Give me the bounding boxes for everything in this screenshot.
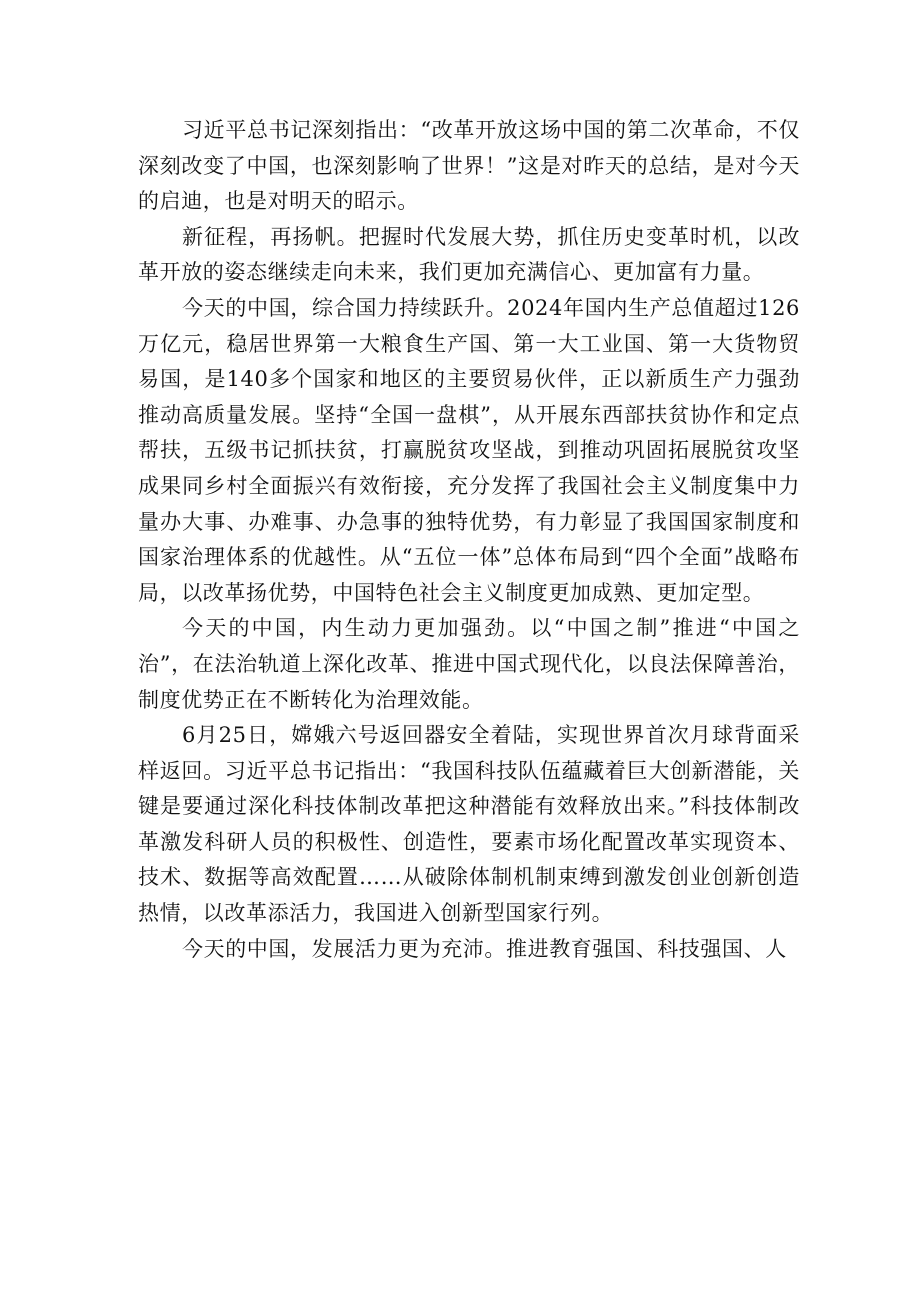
paragraph-5: 6月25日，嫦娥六号返回器安全着陆，实现世界首次月球背面采样返回。习近平总书记指出：“我国科技队伍蕴藏着巨大创新潜能，关键是要通过深化科技体制改革把这种潜能有效释放出来。”科技体制改革激发科研人员的积极性、创造性，要素市场化配置改革实现资本、技术、数据等高效配置……从破除体制机制束缚到激发创业创新创造热情，以改革添活力，我国进入创新型国家行列。 xyxy=(138,723,800,926)
paragraph-3: 今天的中国，综合国力持续跃升。2024年国内生产总值超过126万亿元，稳居世界第一大粮食生产国、第一大工业国、第一大货物贸易国，是140多个国家和地区的主要贸易伙伴，正以新质生产力强劲推动高质量发展。坚持“全国一盘棋”，从开展东西部扶贫协作和定点帮扶，五级书记抓扶贫，打赢脱贫攻坚战，到推动巩固拓展脱贫攻坚成果同乡村全面振兴有效衔接，充分发挥了我国社会主义制度集中力量办大事、办难事、办急事的独特优势，有力彰显了我国国家制度和国家治理体系的优越性。从“五位一体”总体布局到“四个全面”战略布局，以改革扬优势，中国特色社会主义制度更加成熟、更加定型。 xyxy=(138,295,800,605)
paragraph-1: 习近平总书记深刻指出：“改革开放这场中国的第二次革命，不仅深刻改变了中国，也深刻影响了世界！”这是对昨天的总结，是对今天的启迪，也是对明天的昭示。 xyxy=(138,118,800,214)
paragraph-6: 今天的中国，发展活力更为充沛。推进教育强国、科技强国、人 xyxy=(182,936,787,961)
paragraph-2: 新征程，再扬帆。把握时代发展大势，抓住历史变革时机，以改革开放的姿态继续走向未来，我们更加充满信心、更加富有力量。 xyxy=(138,224,800,285)
paragraph-4: 今天的中国，内生动力更加强劲。以“中国之制”推进“中国之治”，在法治轨道上深化改革、推进中国式现代化，以良法保障善治，制度优势正在不断转化为治理效能。 xyxy=(138,616,800,712)
document-body xyxy=(138,113,800,967)
